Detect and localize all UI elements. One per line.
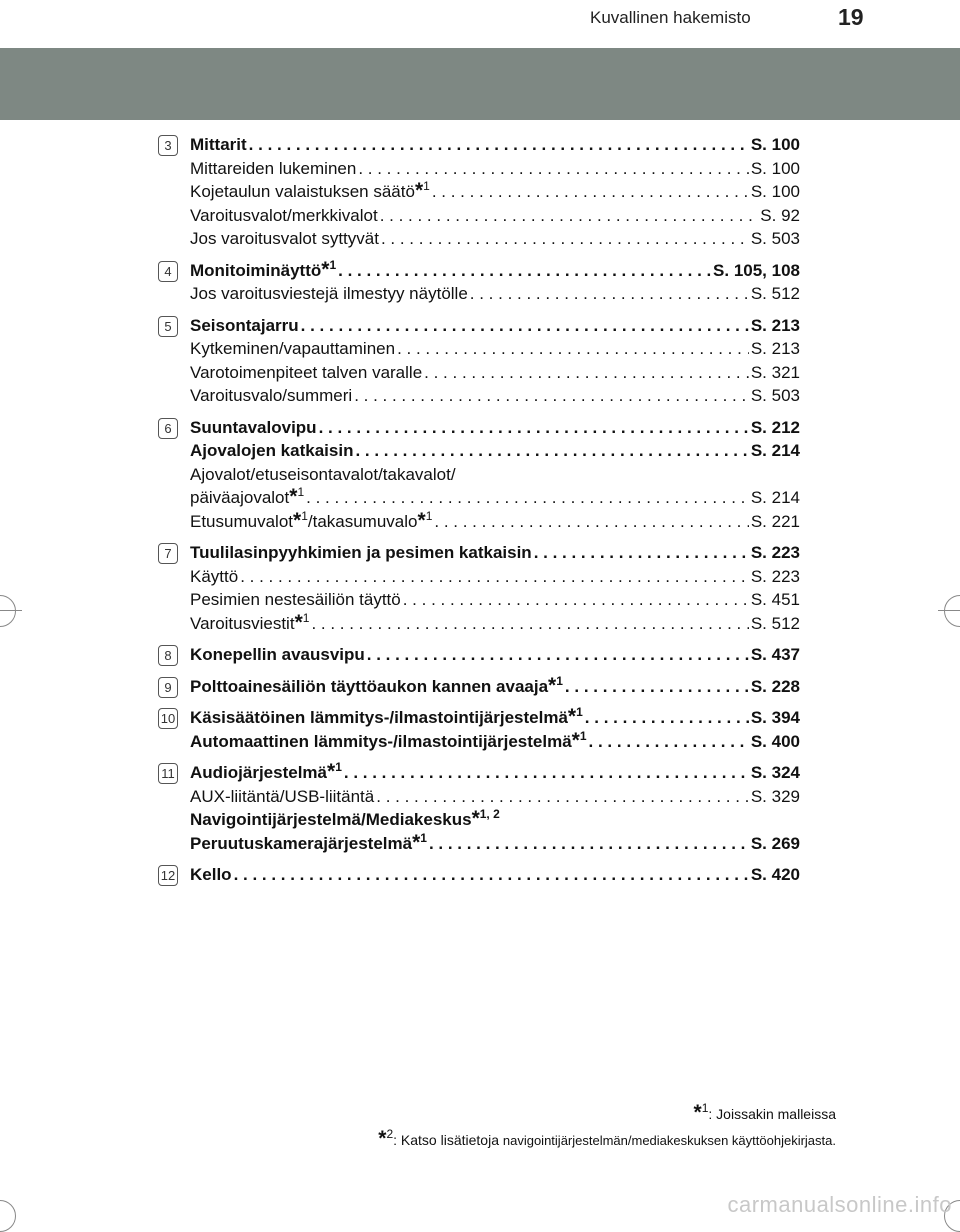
entry-label: päiväajovalot*$^1$ [190, 485, 305, 508]
entry-label: AUX-liitäntä/USB-liitäntä [190, 786, 375, 806]
header-band [0, 48, 960, 120]
page-reference: S. 512 [750, 613, 800, 633]
leader-dots [432, 180, 749, 204]
page-reference: S. 228 [750, 676, 800, 696]
leader-dots [240, 565, 749, 589]
leader-dots [429, 832, 749, 856]
entry-label: Varotoimenpiteet talven varalle [190, 362, 423, 382]
index-section [0, 761, 800, 855]
index-entry[interactable] [190, 227, 800, 251]
index-entry[interactable] [190, 675, 800, 699]
leader-dots [358, 157, 749, 181]
entry-label: Varoitusviestit*$^1$ [190, 610, 310, 634]
index-entry[interactable] [190, 384, 800, 408]
entry-label: Jos varoitusviestejä ilmestyy näytölle [190, 284, 468, 303]
entry-label: Ajovalot/etuseisontavalot/takavalot/ [190, 464, 456, 484]
page-reference: S. 100 [750, 135, 800, 154]
section-number-badge: 10 [158, 708, 178, 729]
index-entry[interactable] [190, 706, 800, 730]
page-reference: S. 503 [750, 386, 800, 405]
leader-dots [338, 259, 711, 283]
index-entry[interactable] [190, 588, 800, 612]
entry-label: Mittareiden lukeminen [190, 158, 357, 178]
index-section [0, 133, 800, 251]
index-entry[interactable] [190, 259, 800, 283]
entry-label: Automaattinen lämmitys-/ilmastointijärjestelmä*$^1$ [190, 728, 587, 752]
section-number-badge: 4 [158, 261, 178, 282]
leader-dots [306, 486, 749, 510]
section-number-badge: 6 [158, 418, 178, 439]
leader-dots [585, 706, 749, 730]
index-entry[interactable] [190, 157, 800, 181]
index-entry[interactable] [190, 180, 800, 204]
leader-dots [397, 337, 749, 361]
page-reference: S. 324 [750, 763, 800, 782]
leader-dots [355, 439, 748, 463]
entry-label: Käsisäätöinen lämmitys-/ilmastointijärjestelmä*$^1$ [190, 705, 583, 728]
entry-label: Konepellin avausvipu [190, 645, 365, 664]
entry-label: Pesimien nestesäiliön täyttö [190, 590, 401, 609]
footnote-1: *$^1$: Joissakin malleissa [693, 1101, 836, 1124]
index-section [0, 675, 800, 699]
leader-dots [344, 761, 749, 785]
index-entry[interactable] [190, 832, 800, 856]
page-reference: S. 212 [750, 417, 800, 437]
leader-dots [367, 643, 749, 667]
page-reference: S. 221 [750, 511, 800, 531]
section-number-badge: 3 [158, 135, 178, 156]
index-entry[interactable] [190, 761, 800, 785]
page-header [0, 0, 960, 48]
page-reference: S. 100 [750, 182, 800, 201]
leader-dots [249, 133, 749, 157]
leader-dots [376, 785, 749, 809]
page-reference: S. 329 [750, 786, 800, 806]
page-reference: S. 451 [750, 590, 800, 609]
page-number: 19 [838, 4, 864, 30]
section-number-badge: 5 [158, 316, 178, 337]
entry-label: Polttoainesäiliön täyttöaukon kannen avaaja*$^1$ [190, 673, 563, 697]
index-entry[interactable] [190, 612, 800, 636]
index-section [0, 863, 800, 887]
entry-label: Monitoiminäyttö*$^1$ [190, 257, 337, 281]
leader-dots [301, 314, 749, 338]
leader-dots [534, 541, 749, 565]
index-section [0, 706, 800, 753]
leader-dots [424, 361, 749, 385]
index-entry[interactable] [190, 337, 800, 361]
index-entry[interactable] [190, 133, 800, 157]
page-reference: S. 100 [750, 158, 800, 178]
page-reference: S. 223 [750, 543, 800, 562]
index-section [0, 643, 800, 667]
page-reference: S. 394 [750, 708, 800, 727]
page-reference: S. 512 [750, 284, 800, 303]
entry-label: Seisontajarru [190, 315, 299, 335]
index-section [0, 541, 800, 635]
header-title: Kuvallinen hakemisto [590, 8, 751, 27]
page-reference: S. 214 [750, 488, 800, 507]
leader-dots [234, 863, 749, 887]
entry-label: Ajovalojen katkaisin [190, 441, 354, 460]
entry-label: Navigointijärjestelmä/Mediakeskus*$^{1, 2}$ [190, 807, 500, 830]
entry-label: Käyttö [190, 566, 239, 586]
index-entry[interactable] [190, 808, 800, 832]
index-entry[interactable] [190, 204, 800, 228]
index-section [0, 416, 800, 534]
index-section [0, 259, 800, 306]
index-entry[interactable] [190, 541, 800, 565]
leader-dots [311, 612, 748, 636]
index-entry[interactable] [190, 510, 800, 534]
leader-dots [403, 588, 749, 612]
leader-dots [589, 730, 749, 754]
index-entry[interactable] [190, 863, 800, 887]
footnotes [378, 1101, 836, 1158]
page-reference: S. 92 [760, 205, 800, 225]
page-reference: S. 214 [750, 441, 800, 460]
entry-label: Audiojärjestelmä*$^1$ [190, 760, 342, 783]
entry-label: Varoitusvalo/summeri [190, 386, 353, 405]
watermark: carmanualsonline.info [727, 1192, 952, 1217]
entry-label: Suuntavalovipu [190, 417, 317, 437]
index-entry[interactable] [190, 730, 800, 754]
page-reference: S. 400 [750, 731, 800, 751]
section-number-badge: 12 [158, 865, 178, 886]
page-reference: S. 269 [750, 833, 800, 853]
entry-label: Tuulilasinpyyhkimien ja pesimen katkaisin [190, 543, 532, 562]
entry-label: Peruutuskamerajärjestelmä*$^1$ [190, 830, 427, 854]
section-number-badge: 9 [158, 677, 178, 698]
index-entry[interactable] [190, 463, 800, 487]
entry-label: Kello [190, 865, 232, 884]
page-reference: S. 213 [750, 339, 800, 358]
leader-dots [434, 510, 748, 534]
index-entry[interactable] [190, 439, 800, 463]
leader-dots [381, 227, 749, 251]
index-entry[interactable] [190, 361, 800, 385]
entry-label: Jos varoitusvalot syttyvät [190, 229, 379, 248]
section-number-badge: 8 [158, 645, 178, 666]
page-reference: S. 223 [750, 566, 800, 586]
page-reference: S. 503 [750, 229, 800, 248]
leader-dots [470, 282, 749, 306]
index-entry[interactable] [190, 643, 800, 667]
entry-label: Kojetaulun valaistuksen säätö*$^1$ [190, 179, 430, 202]
index-entry[interactable] [190, 416, 800, 440]
entry-label: Etusumuvalot*$^1$/takasumuvalo*$^1$ [190, 508, 433, 532]
leader-dots [380, 204, 759, 228]
footnote-2: *$^2$: Katso lisätietoja navigointijärjestelmän/mediakeskuksen käyttöohjekirjasta. [378, 1127, 836, 1150]
leader-dots [319, 416, 749, 440]
index-content [0, 133, 960, 895]
index-entry[interactable] [190, 486, 800, 510]
index-entry[interactable] [190, 785, 800, 809]
leader-dots [565, 675, 749, 699]
page-reference: S. 437 [750, 645, 800, 664]
leader-dots [354, 384, 749, 408]
page-reference: S. 105, 108 [713, 260, 800, 280]
crop-mark-bottom-left [0, 1200, 16, 1232]
page-reference: S. 321 [750, 362, 800, 382]
entry-label: Mittarit [190, 135, 247, 154]
page-reference: S. 213 [750, 315, 800, 335]
index-entry[interactable] [190, 565, 800, 589]
section-number-badge: 11 [158, 763, 178, 784]
entry-label: Varoitusvalot/merkkivalot [190, 205, 378, 225]
entry-label: Kytkeminen/vapauttaminen [190, 339, 396, 358]
index-section [0, 314, 800, 408]
index-entry[interactable] [190, 314, 800, 338]
section-number-badge: 7 [158, 543, 178, 564]
index-entry[interactable] [190, 282, 800, 306]
page-reference: S. 420 [750, 865, 800, 884]
